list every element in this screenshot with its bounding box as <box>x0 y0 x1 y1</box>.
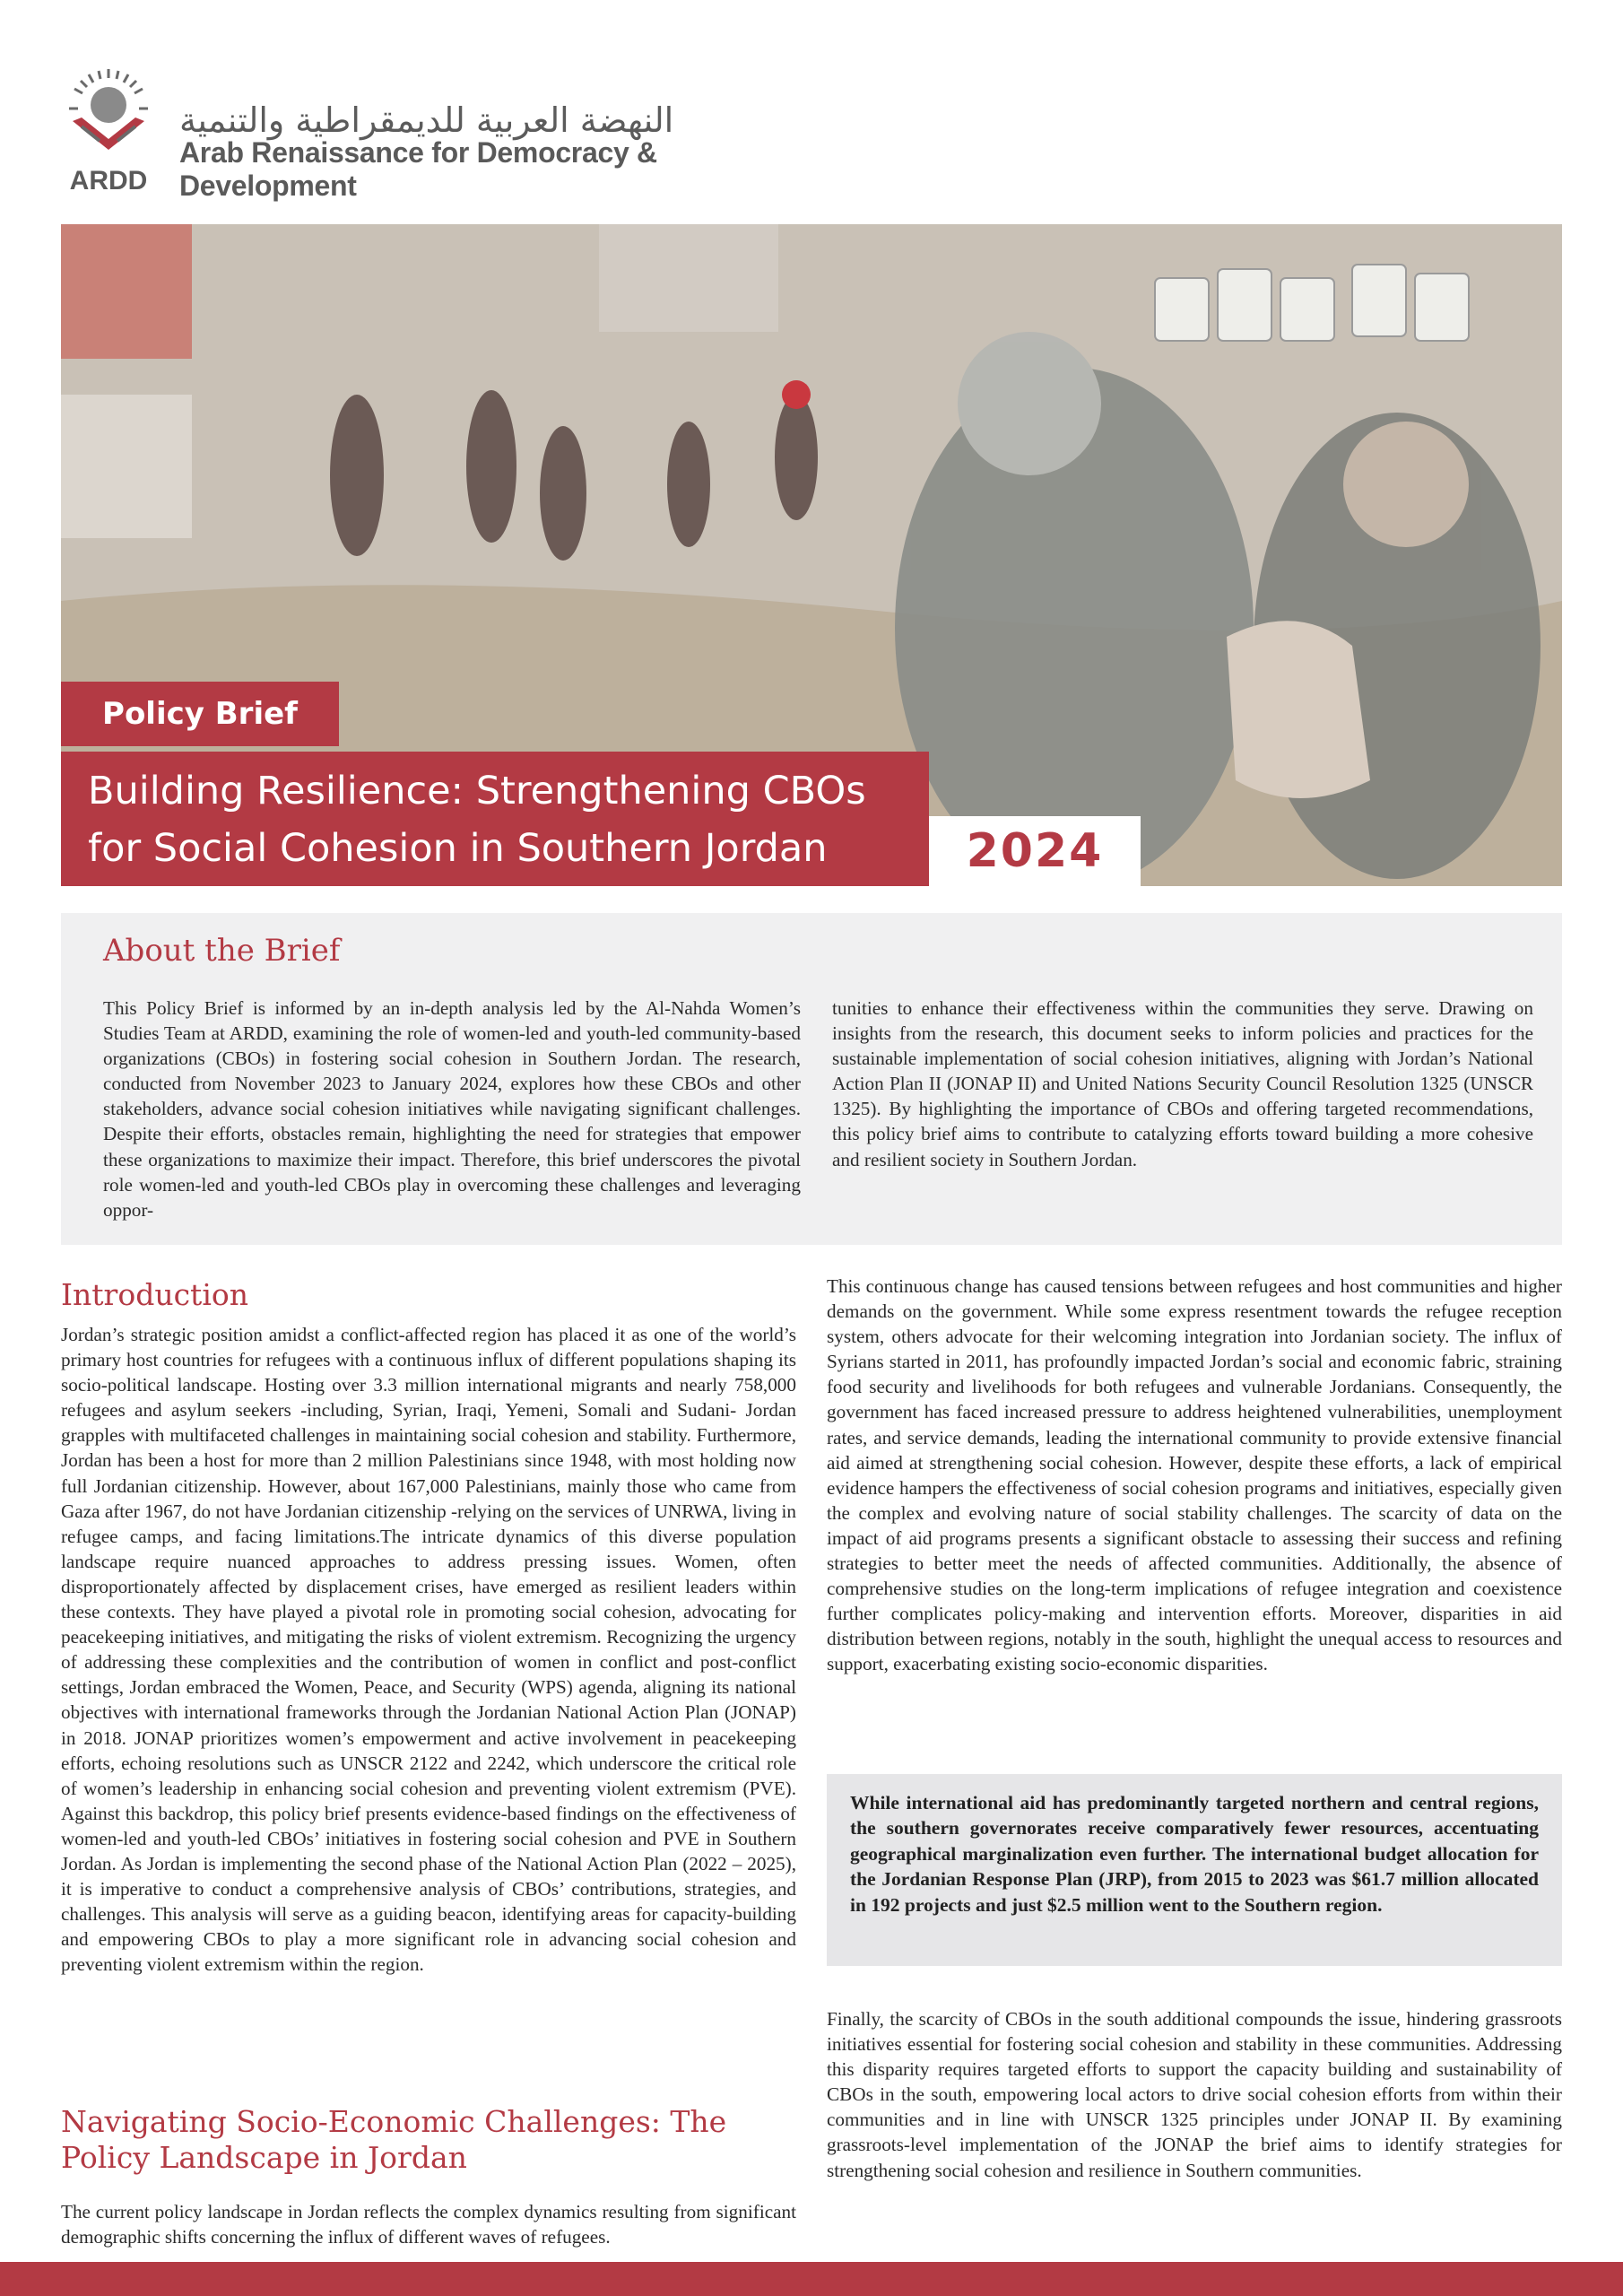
introduction-paragraph: Jordan’s strategic position amidst a conflict-affected region has placed it as one of the world’s primary host countries for refugees with a continuous influx of different populations shaping its socio-political landscape. Hosting over 3.3 million international migrants and nearly 758,000 refugees and asylum seekers -including, Syrian, Iraqi, Yemeni, Somali and Sudani- Jordan grapples with multifaceted challenges in maintaining social cohesion and stability. Furthermore, Jordan has been a host for more than 2 million Palestinians since 1948, with most holding now full Jordanian citizenship. However, about 167,000 Palestinians, mainly those who came from Gaza after 1967, do not have Jordanian citizenship -relying on the services of UNRWA, living in refugee camps, and facing limitations.The intricate dynamics of this diverse population landscape require nuanced approaches to address pressing issues. Women, often disproportionately affected by displacement crises, have emerged as resilient leaders within these contexts. They have played a pivotal role in promoting social cohesion, advocating for peacekeeping initiatives, and mitigating the risks of violent extremism. Recognizing the urgency of addressing these complexities and the contribution of women in conflict and post-conflict settings, Jordan embraced the Women, Peace, and Security (WPS) agenda, aligning its national objectives with international frameworks through the Jordanian National Action Plan (JONAP) in 2018. JONAP prioritizes women’s empowerment and active involvement in peacekeeping efforts, echoing resolutions such as UNSCR 2122 and 2242, which underscore the critical role of women’s leadership in enhancing social cohesion and preventing violent extremism (PVE). Against this backdrop, this policy brief presents evidence-based findings on the effectiveness of women-led and youth-led CBOs’ initiatives in fostering social cohesion and PVE in Southern Jordan. As Jordan is implementing the second phase of the National Action Plan (2022 – 2025), it is imperative to conduct a comprehensive analysis of CBOs’ contributions, strategies, and challenges. This analysis will serve as a guiding beacon, identifying areas for capacity-building and empowering CBOs to play a more significant role in advancing social cohesion and preventing violent extremism within the region. <box>61 1324 796 1976</box>
cover-title-line1: Building Resilience: Strengthening CBOs <box>88 769 866 813</box>
cover-title <box>61 752 929 886</box>
about-paragraph-col1: This Policy Brief is informed by an in-depth analysis led by the Al-Nahda Women’s Studies Team at ARDD, examining the role of women-led and youth-led community-based organizations (CBOs) in fostering social cohesion in Southern Jordan. The research, conducted from November 2023 to January 2024, explores how these CBOs and other stakeholders, advance social cohesion initiatives while navigating significant challenges. Despite their efforts, obstacles remain, highlighting the need for strategies that empower these organizations to maximize their impact. Therefore, this brief underscores the pivotal role women-led and youth-led CBOs play in overcoming these challenges and leveraging oppor- <box>103 997 801 1221</box>
cover-title-line2: for Social Cohesion in Southern Jordan <box>88 826 828 871</box>
callout-text: While international aid has predominantly targeted northern and central regions, the southern governorates receive comparatively fewer resources, accentuating geographical marginalization even further. The international budget allocation for the Jordanian Response Plan (JRP), from 2015 to 2023 was $61.7 million allocated in 192 projects and just $2.5 million went to the Southern region. <box>850 1792 1539 1916</box>
policy-brief-tag: Policy Brief <box>61 682 339 746</box>
footer-bar <box>0 2262 1623 2296</box>
org-name-arabic: النهضة العربية للديمقراطية والتنمية <box>179 100 674 140</box>
about-paragraph-col2: tunities to enhance their effectiveness within the communities they serve. Drawing on insights from the research, this document seeks to inform policies and practices for the sustainable implementation of social cohesion initiatives, aligning with Jordan’s National Action Plan II (JONAP II) and United Nations Security Council Resolution 1325 (UNSCR 1325). By highlighting the importance of CBOs and offering targeted recommendations, this policy brief aims to contribute to catalyzing efforts toward building a more cohesive and resilient society in Southern Jordan. <box>832 997 1533 1170</box>
navigating-heading-line2: Policy Landscape in Jordan <box>61 2140 467 2175</box>
ardd-logo-icon <box>59 59 158 194</box>
logo-acronym: ARDD <box>69 166 148 194</box>
about-heading: About the Brief <box>103 933 341 969</box>
navigating-heading-line1: Navigating Socio-Economic Challenges: The <box>61 2104 727 2139</box>
navigating-heading <box>61 2104 796 2176</box>
right-paragraph-1: This continuous change has caused tensions between refugees and host communities and higher demands on the government. While some express resentment towards the refugee reception system, others advocate for their welcoming integration into Jordanian society. The influx of Syrians started in 2011, has profoundly impacted Jordan’s social and economic fabric, straining food security and livelihoods for both refugees and vulnerable Jordanians. Consequently, the government has faced increased pressure to address heightened vulnerabilities, unemployment rates, and service demands, leading the international community to provide extensive financial aid aimed at strengthening social cohesion. However, despite these efforts, a lack of empirical evidence hampers the effectiveness of social cohesion programs and initiatives, especially given the complex and evolving nature of social stability challenges. The scarcity of data on the impact of aid programs presents a significant obstacle to assessing their success and refining strategies to better meet the needs of affected communities. Additionally, the absence of comprehensive studies on the long-term implications of refugee integration and coexistence further complicates policy-making and intervention efforts. Moreover, disparities in aid distribution between regions, notably in the south, highlight the unequal access to resources and support, exacerbating existing socio-economic disparities. <box>827 1275 1562 1675</box>
right-paragraph-2: Finally, the scarcity of CBOs in the south additional compounds the issue, hindering grassroots initiatives essential for fostering social cohesion and stability in these communities. Addressing this disparity requires targeted efforts to support the capacity building and sustainability of CBOs in the south, empowering local actors to drive social cohesion efforts from within their communities and in line with UNSCR 1325 principles under JONAP II. By examining grassroots-level implementation of the JONAP the brief aims to identify strategies for strengthening social cohesion and resilience in Southern communities. <box>827 2008 1562 2181</box>
org-name-english: Arab Renaissance for Democracy & Development <box>179 136 657 202</box>
callout-box <box>827 1774 1562 1966</box>
navigating-paragraph: The current policy landscape in Jordan reflects the complex dynamics resulting from significant demographic shifts concerning the influx of different waves of refugees. <box>61 2201 796 2248</box>
introduction-heading: Introduction <box>61 1277 248 1312</box>
cover-year: 2024 <box>929 816 1141 886</box>
